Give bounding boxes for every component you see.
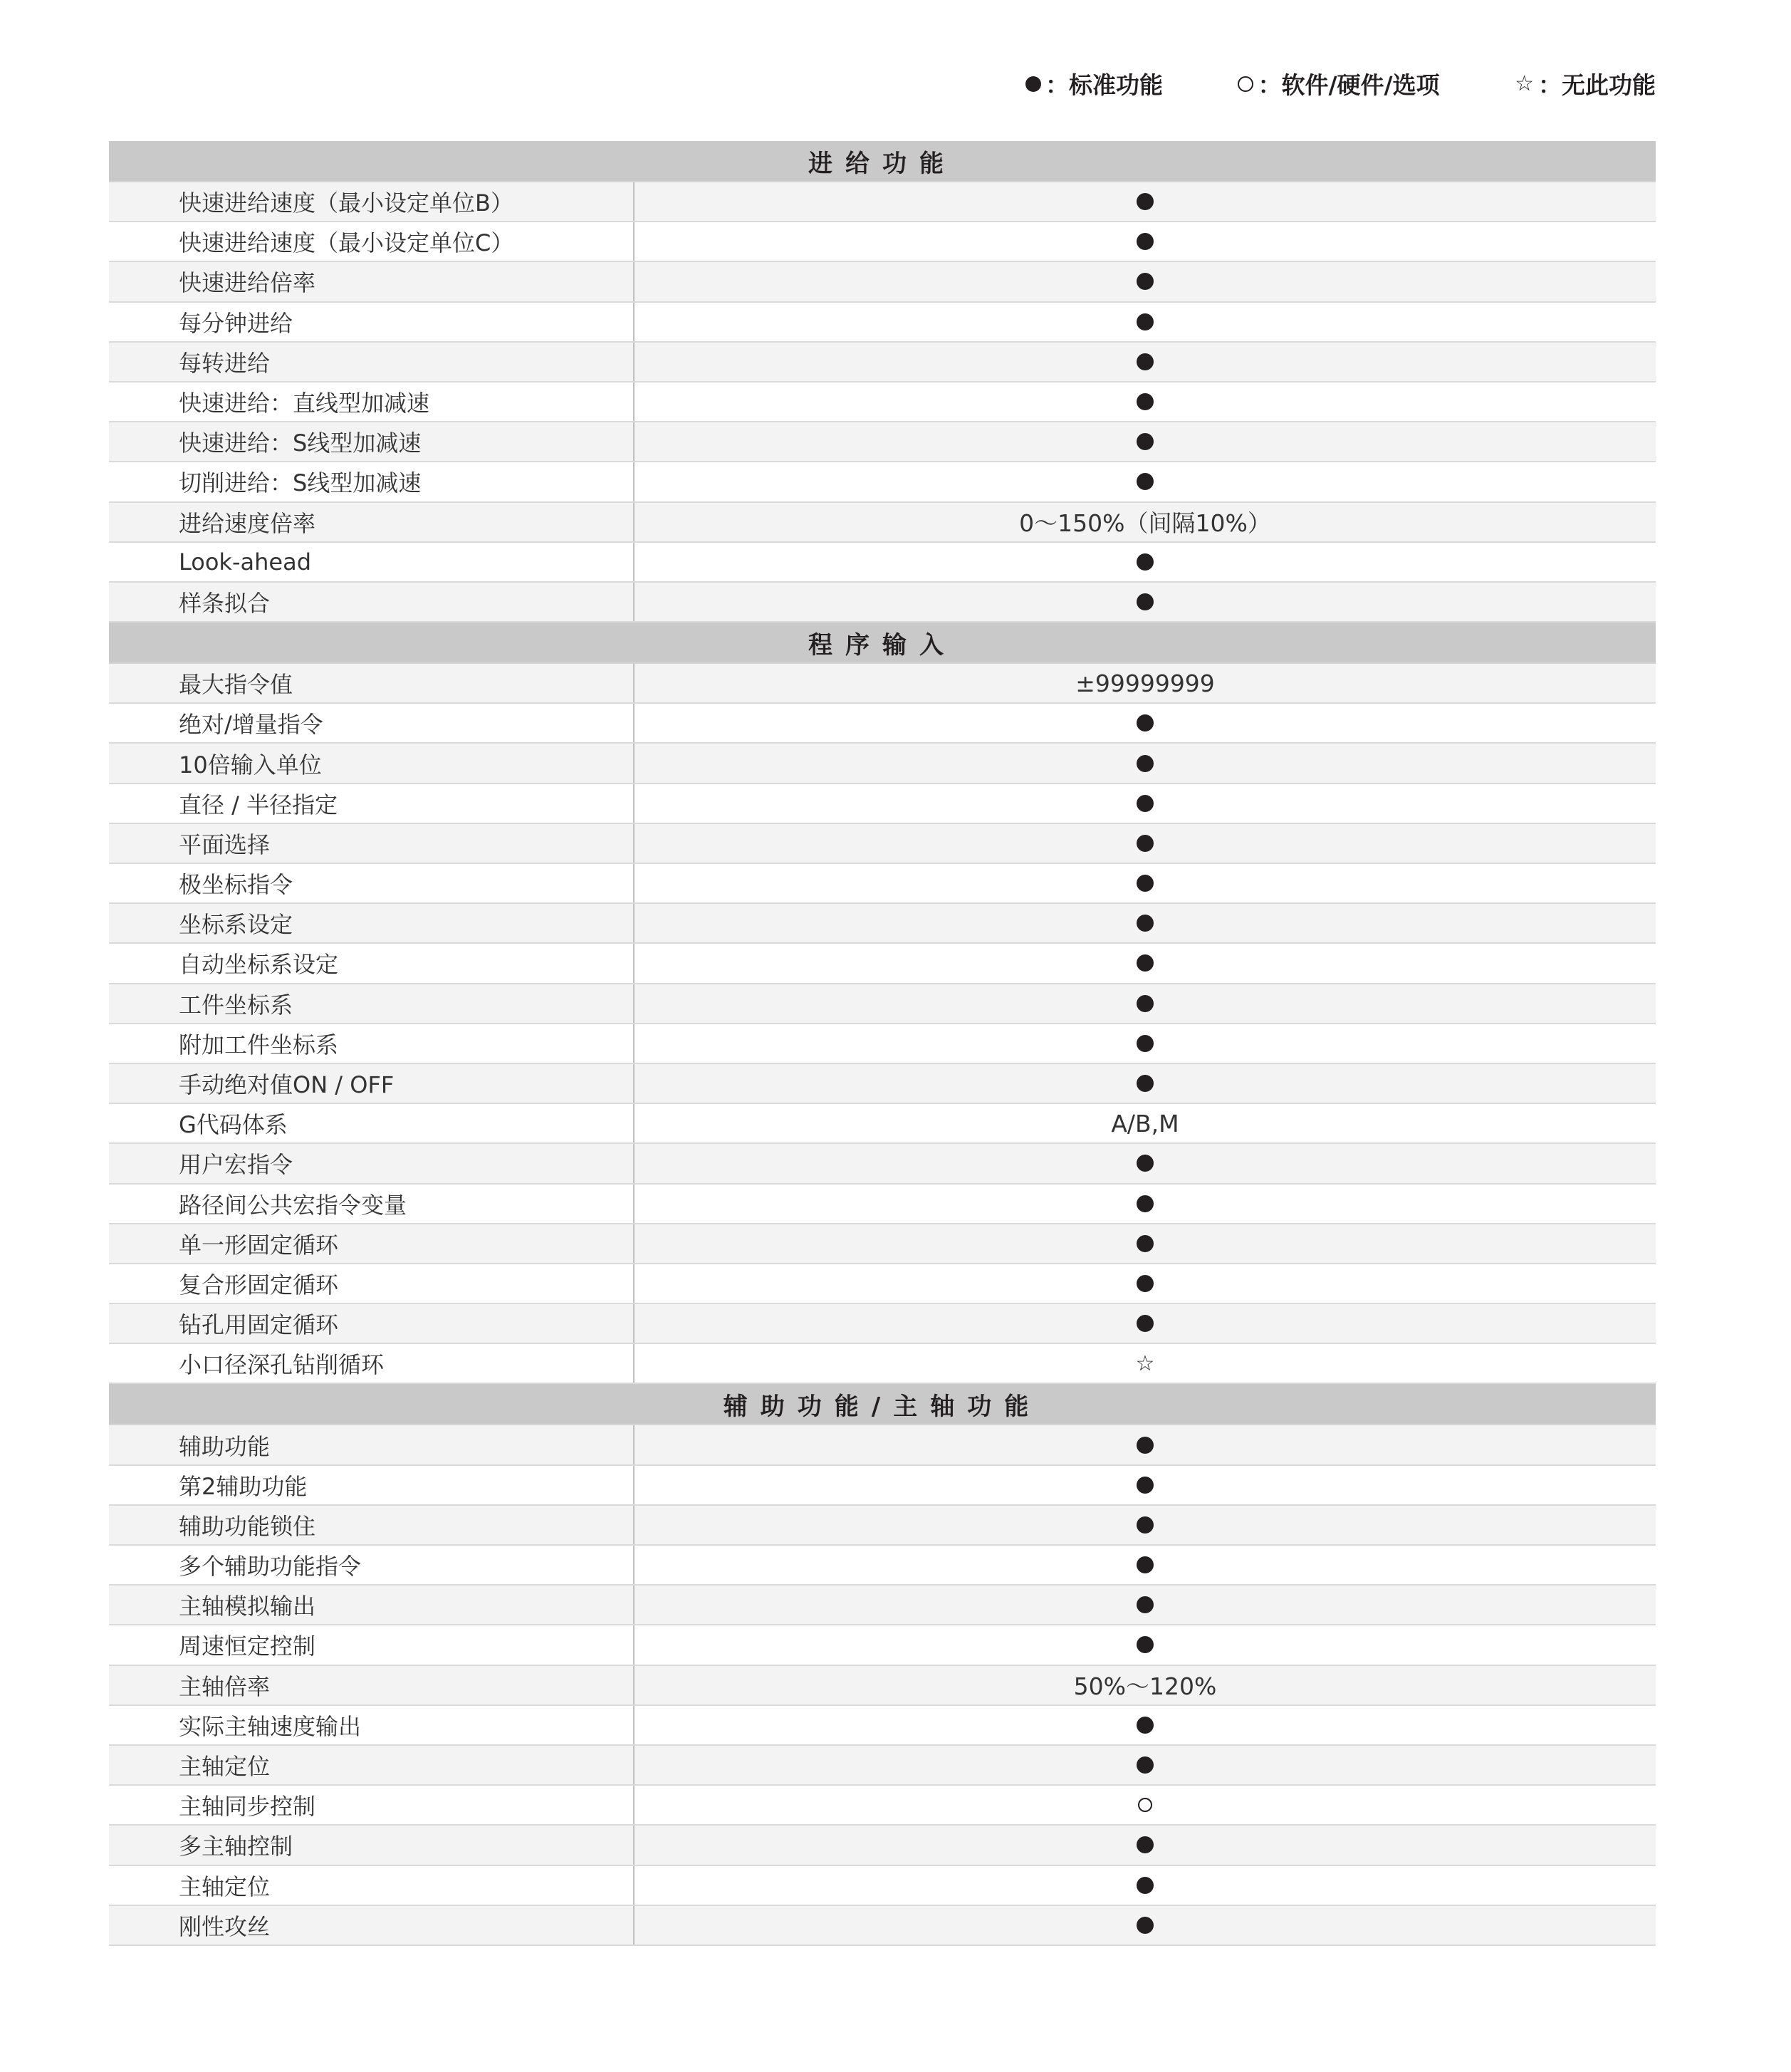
- filled-dot-icon: [1137, 755, 1154, 772]
- spec-value: [635, 262, 1656, 301]
- spec-row: [109, 664, 1656, 704]
- spec-row: [109, 182, 1656, 222]
- spec-name: 极坐标指令: [109, 864, 635, 902]
- spec-value: [635, 1466, 1656, 1504]
- spec-row: [109, 1144, 1656, 1184]
- spec-row: [109, 704, 1656, 744]
- spec-row: [109, 864, 1656, 904]
- filled-dot-icon: [1137, 1035, 1154, 1052]
- spec-name: 附加工件坐标系: [109, 1024, 635, 1063]
- spec-row: [109, 1625, 1656, 1665]
- spec-row: [109, 784, 1656, 824]
- spec-row: [109, 1104, 1656, 1144]
- spec-value: [635, 182, 1656, 221]
- spec-row: [109, 1264, 1656, 1304]
- legend: [1025, 66, 1656, 101]
- spec-row: [109, 824, 1656, 864]
- spec-value: ±99999999: [1075, 669, 1215, 697]
- spec-value: [635, 1185, 1656, 1223]
- filled-dot-icon: [1137, 795, 1154, 812]
- spec-name: 钻孔用固定循环: [109, 1304, 635, 1343]
- filled-dot-icon: [1137, 1877, 1154, 1894]
- hollow-circle-icon: [1138, 1798, 1152, 1812]
- spec-row: [109, 1546, 1656, 1586]
- filled-dot-icon: [1137, 1315, 1154, 1332]
- spec-row: [109, 222, 1656, 262]
- spec-name: 主轴定位: [109, 1746, 635, 1784]
- legend-none: [1515, 67, 1656, 100]
- spec-row: [109, 984, 1656, 1024]
- star-icon: ☆: [1515, 71, 1534, 96]
- spec-name: 快速进给：S线型加减速: [109, 422, 635, 461]
- spec-name: 周速恒定控制: [109, 1625, 635, 1664]
- filled-dot-icon: [1137, 393, 1154, 410]
- filled-dot-icon: [1137, 1477, 1154, 1494]
- spec-name: 10倍输入单位: [109, 744, 635, 782]
- spec-value: [635, 303, 1656, 341]
- spec-name: Look-ahead: [109, 543, 635, 581]
- spec-value: [635, 1746, 1656, 1784]
- spec-name: 每转进给: [109, 343, 635, 381]
- spec-row: [109, 262, 1656, 302]
- spec-value: [635, 1586, 1656, 1624]
- spec-row: [109, 303, 1656, 343]
- spec-name: 主轴定位: [109, 1866, 635, 1905]
- spec-row: [109, 543, 1656, 583]
- spec-value: [635, 1906, 1656, 1945]
- spec-name: 平面选择: [109, 824, 635, 863]
- spec-name: 快速进给倍率: [109, 262, 635, 301]
- filled-dot-icon: [1137, 1556, 1154, 1573]
- spec-row: [109, 1506, 1656, 1546]
- spec-name: 主轴倍率: [109, 1666, 635, 1704]
- spec-row: [109, 1746, 1656, 1786]
- filled-dot-icon: [1137, 1155, 1154, 1172]
- spec-name: 复合形固定循环: [109, 1264, 635, 1303]
- spec-name: 路径间公共宏指令变量: [109, 1185, 635, 1223]
- spec-row: [109, 1826, 1656, 1865]
- spec-value: [635, 1304, 1656, 1343]
- spec-value: [635, 704, 1656, 742]
- filled-dot-icon: [1137, 473, 1154, 490]
- filled-dot-icon: [1137, 433, 1154, 450]
- spec-value: [635, 824, 1656, 863]
- filled-dot-icon: [1137, 1195, 1154, 1212]
- spec-name: 小口径深孔钻削循环: [109, 1344, 635, 1383]
- filled-dot-icon: [1137, 1516, 1154, 1534]
- spec-name: G代码体系: [109, 1104, 635, 1142]
- filled-dot-icon: [1137, 353, 1154, 370]
- section-header: 辅助功能/主轴功能: [109, 1384, 1656, 1425]
- filled-dot-icon: [1137, 835, 1154, 852]
- spec-value: [635, 222, 1656, 261]
- legend-label: ：标准功能: [1045, 71, 1163, 99]
- spec-value: [635, 343, 1656, 381]
- spec-name: 辅助功能锁住: [109, 1506, 635, 1544]
- spec-value: [635, 864, 1656, 902]
- spec-value: [635, 422, 1656, 461]
- filled-dot-icon: [1137, 714, 1154, 732]
- spec-value: [635, 1786, 1656, 1824]
- spec-name: 绝对/增量指令: [109, 704, 635, 742]
- filled-dot-icon: [1025, 70, 1041, 98]
- spec-row: [109, 1866, 1656, 1906]
- spec-row: [109, 1786, 1656, 1826]
- spec-value: [635, 944, 1656, 982]
- spec-name: 手动绝对值ON / OFF: [109, 1064, 635, 1103]
- spec-row: [109, 904, 1656, 944]
- filled-dot-icon: [1137, 553, 1154, 571]
- spec-value: [635, 1024, 1656, 1063]
- spec-value: [635, 904, 1656, 942]
- spec-value: [635, 1826, 1656, 1864]
- filled-dot-icon: [1137, 954, 1154, 972]
- filled-dot-icon: [1137, 995, 1154, 1012]
- spec-name: 单一形固定循环: [109, 1224, 635, 1263]
- spec-value: 50%～120%: [1073, 1672, 1217, 1701]
- spec-value: [635, 462, 1656, 501]
- spec-name: 坐标系设定: [109, 904, 635, 942]
- filled-dot-icon: [1137, 915, 1154, 932]
- spec-name: 快速进给速度（最小设定单位C）: [109, 222, 635, 261]
- spec-value: [635, 543, 1656, 581]
- spec-value: [635, 1264, 1656, 1303]
- filled-dot-icon: [1137, 593, 1154, 610]
- filled-dot-icon: [1137, 1636, 1154, 1653]
- filled-dot-icon: [1137, 233, 1154, 250]
- spec-row: [109, 744, 1656, 783]
- spec-row: [109, 503, 1656, 543]
- spec-value: [635, 1344, 1656, 1383]
- spec-value: [635, 784, 1656, 823]
- section-header: 程序输入: [109, 623, 1656, 664]
- spec-name: 刚性攻丝: [109, 1906, 635, 1945]
- spec-value: [635, 1866, 1656, 1905]
- filled-dot-icon: [1137, 1437, 1154, 1454]
- spec-value: [635, 1224, 1656, 1263]
- spec-name: 多主轴控制: [109, 1826, 635, 1864]
- filled-dot-icon: [1137, 1275, 1154, 1292]
- spec-row: [109, 1185, 1656, 1224]
- spec-row: [109, 583, 1656, 623]
- spec-row: [109, 1224, 1656, 1264]
- legend-option: [1238, 67, 1439, 100]
- spec-name: 自动坐标系设定: [109, 944, 635, 982]
- spec-value: [635, 1506, 1656, 1544]
- filled-dot-icon: [1137, 1596, 1154, 1613]
- spec-row: [109, 1466, 1656, 1506]
- filled-dot-icon: [1137, 1836, 1154, 1853]
- filled-dot-icon: [1137, 1075, 1154, 1092]
- spec-name: 直径 / 半径指定: [109, 784, 635, 823]
- spec-row: [109, 1064, 1656, 1104]
- spec-row: [109, 1586, 1656, 1625]
- spec-row: [109, 1344, 1656, 1384]
- spec-name: 多个辅助功能指令: [109, 1546, 635, 1584]
- spec-name: 样条拟合: [109, 583, 635, 621]
- spec-table: [109, 141, 1656, 1946]
- spec-value: [635, 1425, 1656, 1464]
- hollow-circle-icon: [1238, 70, 1253, 98]
- spec-name: 最大指令值: [109, 664, 635, 702]
- spec-row: [109, 343, 1656, 382]
- filled-dot-icon: [1137, 273, 1154, 290]
- filled-dot-icon: [1137, 875, 1154, 892]
- spec-value: [635, 1144, 1656, 1182]
- spec-row: [109, 462, 1656, 502]
- spec-value: [635, 984, 1656, 1023]
- legend-label: ：软件/硬件/选项: [1258, 71, 1440, 99]
- spec-row: [109, 1906, 1656, 1946]
- spec-name: 实际主轴速度输出: [109, 1706, 635, 1744]
- spec-name: 进给速度倍率: [109, 503, 635, 541]
- spec-value: [635, 1546, 1656, 1584]
- spec-value: [635, 1625, 1656, 1664]
- spec-name: 每分钟进给: [109, 303, 635, 341]
- legend-label: ：无此功能: [1537, 71, 1656, 99]
- spec-name: 工件坐标系: [109, 984, 635, 1023]
- spec-row: [109, 382, 1656, 422]
- spec-row: [109, 944, 1656, 984]
- spec-value: [635, 382, 1656, 421]
- spec-row: [109, 1425, 1656, 1465]
- filled-dot-icon: [1137, 1717, 1154, 1734]
- filled-dot-icon: [1137, 193, 1154, 210]
- filled-dot-icon: [1137, 1917, 1154, 1934]
- filled-dot-icon: [1137, 1235, 1154, 1252]
- spec-value: A/B,M: [1111, 1109, 1179, 1137]
- spec-name: 主轴模拟输出: [109, 1586, 635, 1624]
- spec-row: [109, 1666, 1656, 1706]
- spec-row: [109, 1706, 1656, 1746]
- spec-value: [635, 744, 1656, 782]
- star-icon: ☆: [1135, 1350, 1155, 1376]
- spec-value: [635, 1706, 1656, 1744]
- legend-standard: [1025, 67, 1163, 100]
- section-header: 进给功能: [109, 141, 1656, 182]
- spec-value: [635, 1064, 1656, 1103]
- spec-value: 0～150%（间隔10%）: [1019, 509, 1271, 538]
- spec-row: [109, 422, 1656, 462]
- spec-row: [109, 1024, 1656, 1064]
- spec-name: 辅助功能: [109, 1425, 635, 1464]
- spec-name: 快速进给：直线型加减速: [109, 382, 635, 421]
- spec-name: 用户宏指令: [109, 1144, 635, 1182]
- spec-name: 快速进给速度（最小设定单位B）: [109, 182, 635, 221]
- spec-value: [635, 583, 1656, 621]
- spec-name: 第2辅助功能: [109, 1466, 635, 1504]
- filled-dot-icon: [1137, 1756, 1154, 1774]
- spec-name: 主轴同步控制: [109, 1786, 635, 1824]
- spec-name: 切削进给：S线型加减速: [109, 462, 635, 501]
- filled-dot-icon: [1137, 313, 1154, 330]
- spec-row: [109, 1304, 1656, 1344]
